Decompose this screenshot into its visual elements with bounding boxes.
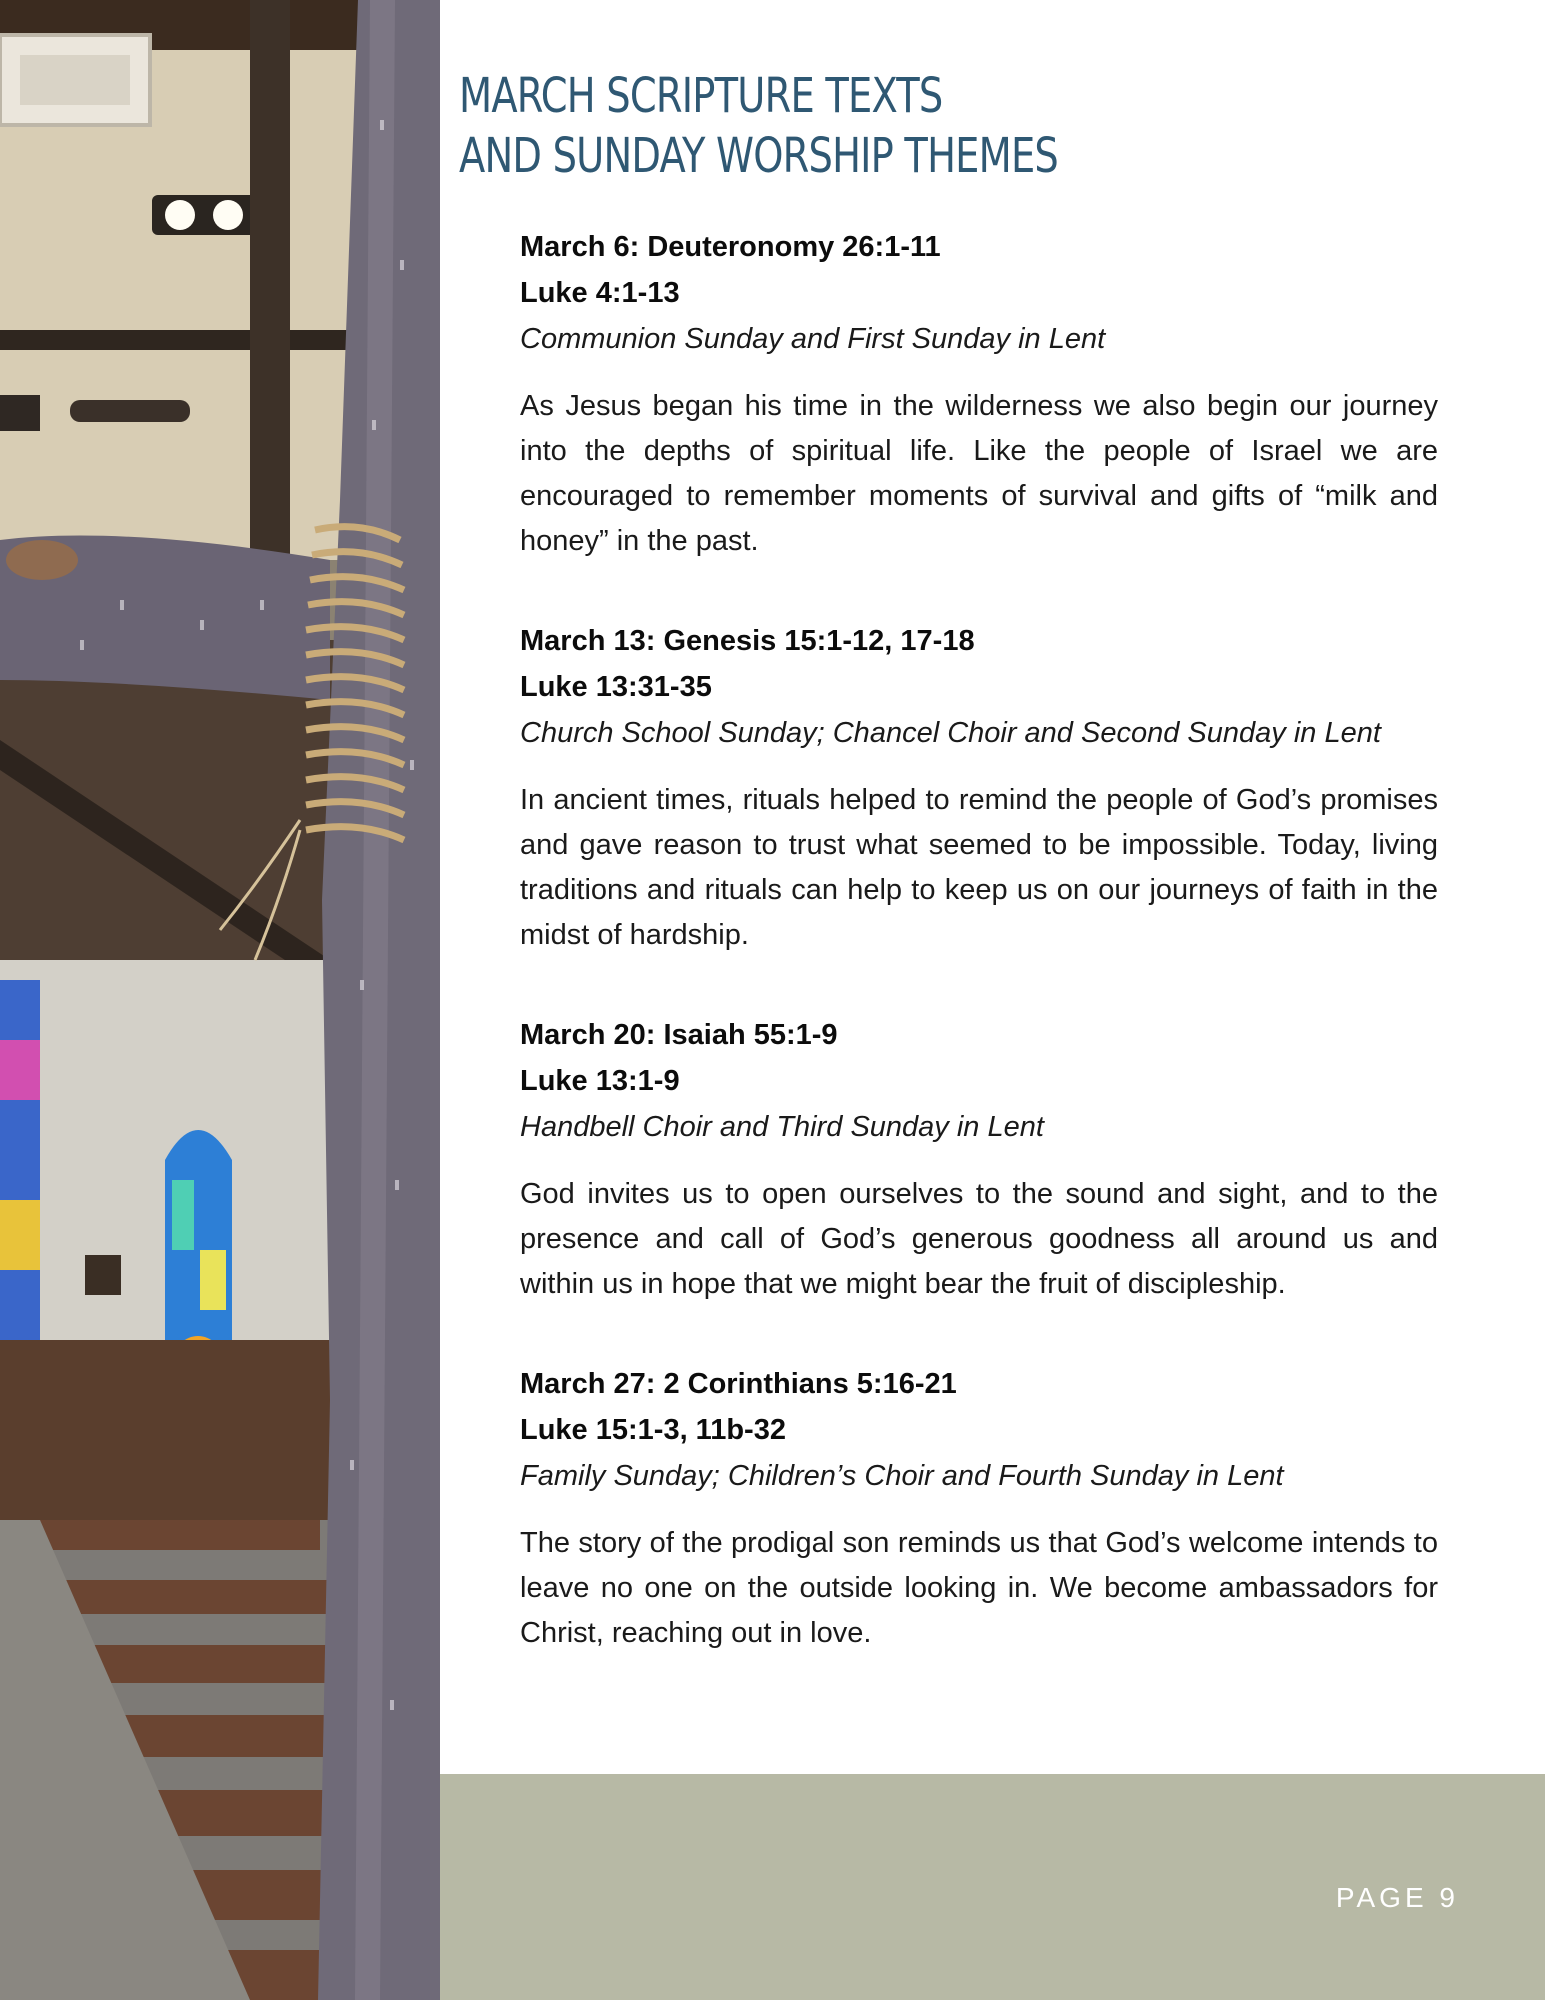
page-number: PAGE 9 [1335, 1882, 1459, 1913]
scripture-reference-gospel: Luke 13:31-35 [520, 671, 712, 703]
scripture-reference-primary: March 27: 2 Corinthians 5:16-21 [520, 1368, 957, 1400]
scripture-reference-primary: March 6: Deuteronomy 26:1-11 [520, 231, 941, 263]
scripture-reference-primary: March 20: Isaiah 55:1-9 [520, 1019, 838, 1051]
theme-description: In ancient times, rituals helped to remind the people of God’s promises and gave reason to trust what seemed to be impossible. Today, living traditions and rituals can help to keep us on our journeys of faith in the midst of hardship. [520, 784, 1438, 951]
worship-occasion: Communion Sunday and First Sunday in Lent [520, 323, 1106, 355]
scripture-reference-gospel: Luke 15:1-3, 11b-32 [520, 1414, 786, 1446]
scripture-entry-march-6 [520, 224, 1438, 564]
scripture-entry-march-13 [520, 618, 1438, 958]
photo-illustration [0, 0, 440, 2000]
worship-occasion: Family Sunday; Children’s Choir and Fourth Sunday in Lent [520, 1460, 1284, 1492]
scripture-entry-march-27 [520, 1361, 1438, 1656]
theme-description: The story of the prodigal son reminds us that God’s welcome intends to leave no one on the outside looking in. We become ambassadors for Christ, reaching out in love. [520, 1527, 1438, 1649]
page-title [459, 66, 1275, 186]
worship-occasion: Handbell Choir and Third Sunday in Lent [520, 1111, 1044, 1143]
footer-band [440, 1774, 1545, 2000]
scripture-list [520, 224, 1438, 1710]
title-line-2: AND SUNDAY WORSHIP THEMES [459, 128, 1058, 184]
scripture-entry-march-20 [520, 1012, 1438, 1307]
church-cross-photo [0, 0, 440, 2000]
scripture-reference-primary: March 13: Genesis 15:1-12, 17-18 [520, 625, 975, 657]
theme-description: God invites us to open ourselves to the sound and sight, and to the presence and call of God’s generous goodness all around us and within us in hope that we might bear the fruit of discipleship. [520, 1178, 1438, 1300]
title-line-1: MARCH SCRIPTURE TEXTS [459, 68, 943, 124]
worship-occasion: Church School Sunday; Chancel Choir and Second Sunday in Lent [520, 717, 1381, 749]
scripture-reference-gospel: Luke 4:1-13 [520, 277, 680, 309]
theme-description: As Jesus began his time in the wilderness we also begin our journey into the depths of spiritual life. Like the people of Israel we are encouraged to remember moments of survival and gifts of “milk and honey” in the past. [520, 390, 1438, 557]
scripture-reference-gospel: Luke 13:1-9 [520, 1065, 680, 1097]
